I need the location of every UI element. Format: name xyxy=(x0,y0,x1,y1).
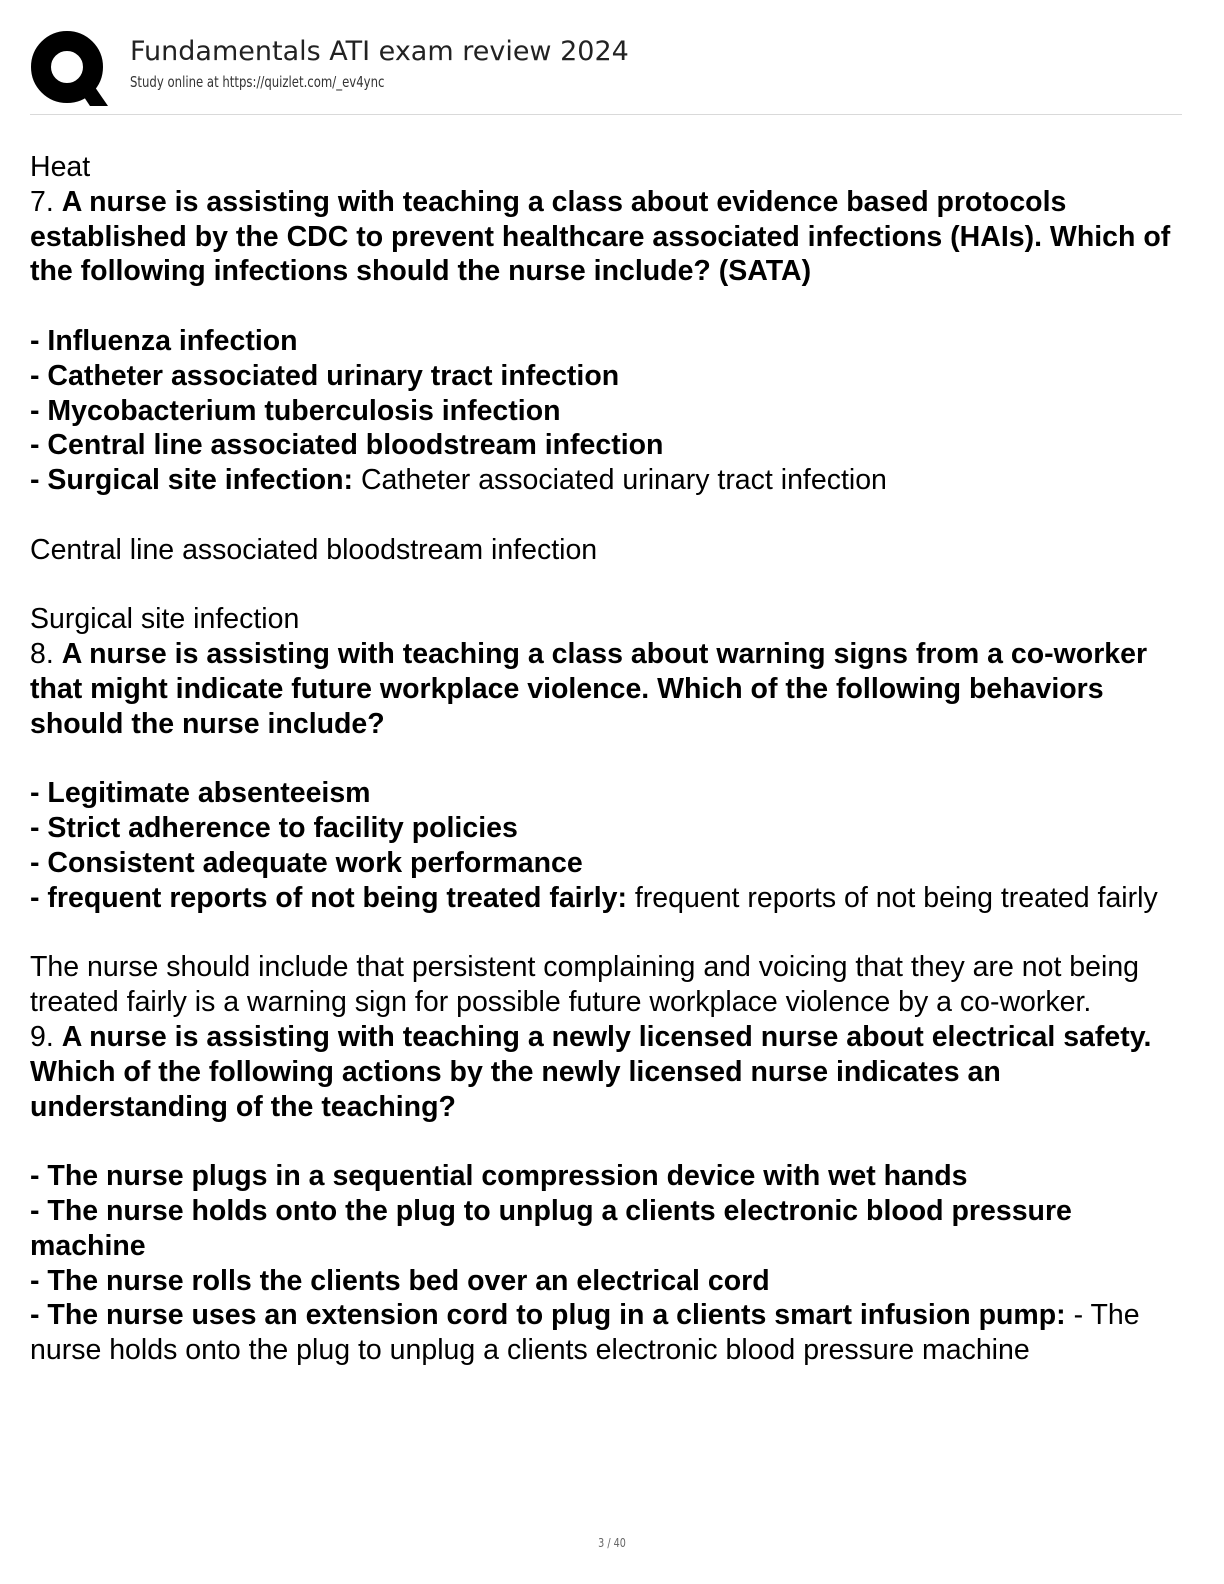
option-with-answer xyxy=(30,1298,1190,1368)
option: - Strict adherence to facility policies xyxy=(30,812,518,845)
answer-text: Surgical site infection xyxy=(30,603,300,636)
previous-answer-tail: Heat xyxy=(30,151,91,183)
option: - Catheter associated urinary tract infection xyxy=(30,359,620,392)
option: - Central line associated bloodstream infection xyxy=(30,429,664,462)
option: - Legitimate absenteeism xyxy=(30,777,371,810)
page-header xyxy=(30,28,1182,115)
question-number: 9. xyxy=(30,1020,54,1053)
answer-text: - The nurse holds onto the plug to unplug a clients electronic blood pressure machine xyxy=(30,1299,1140,1367)
option-with-answer xyxy=(30,463,1190,498)
option: - Consistent adequate work performance xyxy=(30,846,583,879)
question-number: 8. xyxy=(30,638,54,671)
quizlet-logo-icon xyxy=(30,30,108,108)
option: - Influenza infection xyxy=(30,324,298,357)
option: - The nurse rolls the clients bed over an electrical cord xyxy=(30,1264,770,1297)
study-online-link[interactable]: Study online at https://quizlet.com/_ev4ync xyxy=(130,73,385,91)
question-text: A nurse is assisting with teaching a newly licensed nurse about electrical safety. Which of the following actions by the newly licensed nurse indicates an understanding of the teaching? xyxy=(30,1020,1152,1123)
option: - The nurse holds onto the plug to unplug a clients electronic blood pressure machine xyxy=(30,1194,1072,1262)
document-title: Fundamentals ATI exam review 2024 xyxy=(130,36,629,67)
question-9 xyxy=(30,1020,1190,1124)
answer-text: Catheter associated urinary tract infection xyxy=(360,464,887,497)
document-body xyxy=(30,150,1190,1368)
answer-text: frequent reports of not being treated fairly xyxy=(634,881,1158,914)
question-text: A nurse is assisting with teaching a class about warning signs from a co-worker that might indicate future workplace violence. Which of the following behaviors should the nurse include? xyxy=(30,638,1148,740)
option: - Mycobacterium tuberculosis infection xyxy=(30,394,561,427)
question-text: A nurse is assisting with teaching a class about evidence based protocols established by the CDC to prevent healthcare associated infections (HAIs). Which of the following infections should the nurse include? (SATA) xyxy=(30,185,1171,288)
option: - The nurse uses an extension cord to plug in a clients smart infusion pump: xyxy=(30,1299,1066,1332)
answer-text: Central line associated bloodstream infection xyxy=(30,533,598,566)
option: - The nurse plugs in a sequential compression device with wet hands xyxy=(30,1160,968,1193)
option-with-answer xyxy=(30,881,1190,916)
question-8 xyxy=(30,637,1190,741)
option: - frequent reports of not being treated fairly: xyxy=(30,881,627,914)
option: - Surgical site infection: xyxy=(30,464,354,497)
page-number: 3 / 40 xyxy=(598,1536,626,1550)
question-number: 7. xyxy=(30,185,54,218)
question-7 xyxy=(30,185,1190,289)
rationale-text: The nurse should include that persistent complaining and voicing that they are not being treated fairly is a warning sign for possible future workplace violence by a co-worker. xyxy=(30,951,1140,1019)
